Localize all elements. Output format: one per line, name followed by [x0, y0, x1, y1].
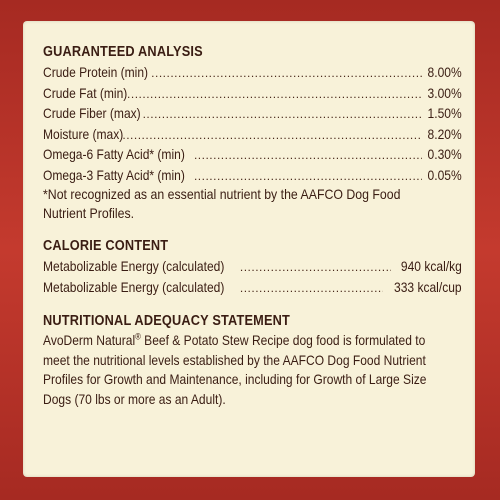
leader-dots [127, 84, 422, 105]
analysis-row [43, 165, 462, 186]
adequacy-text: Beef & Potato Stew Recipe dog food is formulated to meet the nutritional levels established by the AAFCO Dog Food Nutrient Profiles for Growth and Maintenance, including for Growth of Large Size Dogs (70 lbs or more as an Adult). [43, 332, 427, 407]
leader-dots [240, 278, 384, 299]
analysis-label: Moisture (max) [43, 125, 124, 142]
analysis-row [43, 144, 462, 165]
analysis-label: Crude Fiber (max) [43, 105, 141, 121]
leader-dots [122, 125, 422, 146]
adequacy-statement [43, 331, 452, 409]
brand-name: AvoDerm Natural [43, 332, 136, 348]
calorie-label: Metabolizable Energy (calculated) [43, 278, 225, 295]
analysis-footnote: *Not recognized as an essential nutrient by the AAFCO Dog Food Nutrient Profiles. [43, 186, 401, 221]
analysis-label: Crude Fat (min) [43, 84, 128, 101]
analysis-value: 0.30% [427, 146, 462, 162]
nutrition-label [43, 42, 463, 409]
analysis-value: 3.00% [427, 84, 462, 101]
guaranteed-analysis-heading: GUARANTEED ANALYSIS [43, 44, 203, 60]
registered-mark: ® [135, 331, 141, 342]
analysis-label: Omega-6 Fatty Acid* (min) [43, 146, 185, 162]
leader-dots [194, 166, 422, 187]
calorie-row [43, 277, 462, 298]
calorie-content-heading: CALORIE CONTENT [43, 238, 169, 254]
analysis-value: 1.50% [427, 105, 462, 121]
analysis-value: 8.00% [427, 64, 462, 80]
analysis-value: 0.05% [427, 166, 462, 183]
calorie-value: 333 kcal/cup [394, 278, 462, 295]
calorie-value: 940 kcal/kg [401, 258, 462, 274]
calorie-row [43, 256, 462, 277]
calorie-label: Metabolizable Energy (calculated) [43, 258, 225, 274]
analysis-value: 8.20% [427, 125, 462, 142]
leader-dots [194, 145, 422, 166]
adequacy-heading: NUTRITIONAL ADEQUACY STATEMENT [43, 313, 291, 329]
analysis-row [43, 124, 462, 145]
leader-dots [151, 63, 422, 84]
analysis-row [43, 83, 462, 104]
analysis-label: Omega-3 Fatty Acid* (min) [43, 166, 185, 183]
leader-dots [240, 257, 391, 278]
analysis-label: Crude Protein (min) [43, 64, 149, 80]
analysis-row [43, 103, 462, 124]
leader-dots [143, 104, 423, 125]
analysis-row [43, 62, 462, 83]
